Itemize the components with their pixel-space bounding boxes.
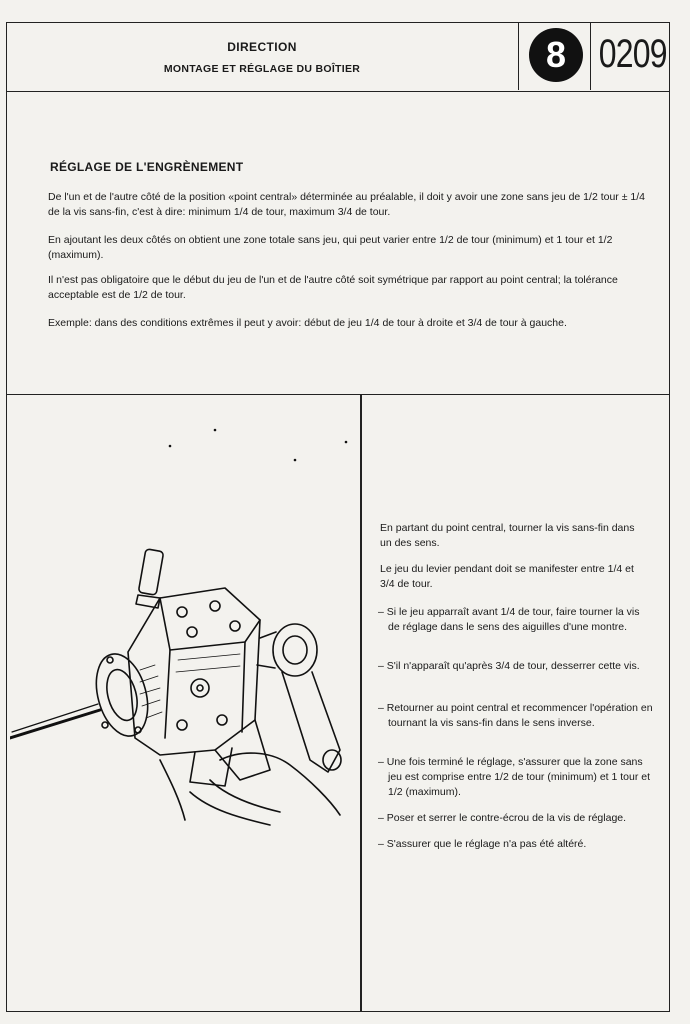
section-paragraph: De l'un et de l'autre côté de la position «point central» déterminée au préalable, il doit y avoir une zone sans jeu de 1/2 tour ± 1/4 de la vis sans-fin, c'est à dire: minimum 1/4 de tour, maximum 3/4 de tour. — [48, 191, 645, 218]
column-divider — [360, 395, 362, 1012]
engagement-section — [6, 92, 670, 395]
section-paragraph: En ajoutant les deux côtés on obtient une zone totale sans jeu, qui peut varier entre 1/2 de tour (minimum) et 1 tour et 1/2 (maximum). — [48, 234, 613, 261]
procedure-intro: En partant du point central, tourner la vis sans-fin dans un des sens. — [380, 522, 635, 549]
chapter-badge: 8 — [529, 28, 583, 82]
page-number: 0209 — [598, 32, 667, 76]
procedure-step: – S'il n'apparaît qu'après 3/4 de tour, desserrer cette vis. — [378, 660, 640, 672]
section-heading: RÉGLAGE DE L'ENGRÈNEMENT — [50, 160, 244, 174]
procedure-step: – Une fois terminé le réglage, s'assurer que la zone sans jeu est comprise entre 1/2 de tour (minimum) et 1 tour et 1/2 (maximum). — [378, 756, 651, 798]
procedure-step: – Retourner au point central et recommencer l'opération en tournant la vis sans-fin dans le sens inverse. — [378, 702, 653, 729]
steering-box-illustration — [10, 420, 355, 830]
section-paragraph: Il n'est pas obligatoire que le début du jeu de l'un et de l'autre côté soit symétrique par rapport au point central; la tolérance acceptable est de 1/2 de tour. — [48, 274, 618, 301]
section-paragraph: Exemple: dans des conditions extrêmes il peut y avoir: début de jeu 1/4 de tour à droite et 3/4 de tour à gauche. — [48, 317, 567, 329]
page-header — [6, 22, 670, 92]
procedure-step: – Si le jeu apparraît avant 1/4 de tour, faire tourner la vis de réglage dans le sens des aiguilles d'une montre. — [378, 606, 640, 633]
page-title: DIRECTION — [227, 40, 297, 54]
page-number-box — [590, 22, 668, 90]
procedure-step: – S'assurer que le réglage n'a pas été altéré. — [378, 838, 587, 850]
header-title-box — [6, 22, 518, 90]
procedure-step: – Poser et serrer le contre-écrou de la vis de réglage. — [378, 812, 627, 824]
page-subtitle: MONTAGE ET RÉGLAGE DU BOÎTIER — [163, 63, 361, 75]
chapter-badge-box — [518, 22, 590, 90]
procedure-intro: Le jeu du levier pendant doit se manifester entre 1/4 et 3/4 de tour. — [380, 563, 634, 590]
